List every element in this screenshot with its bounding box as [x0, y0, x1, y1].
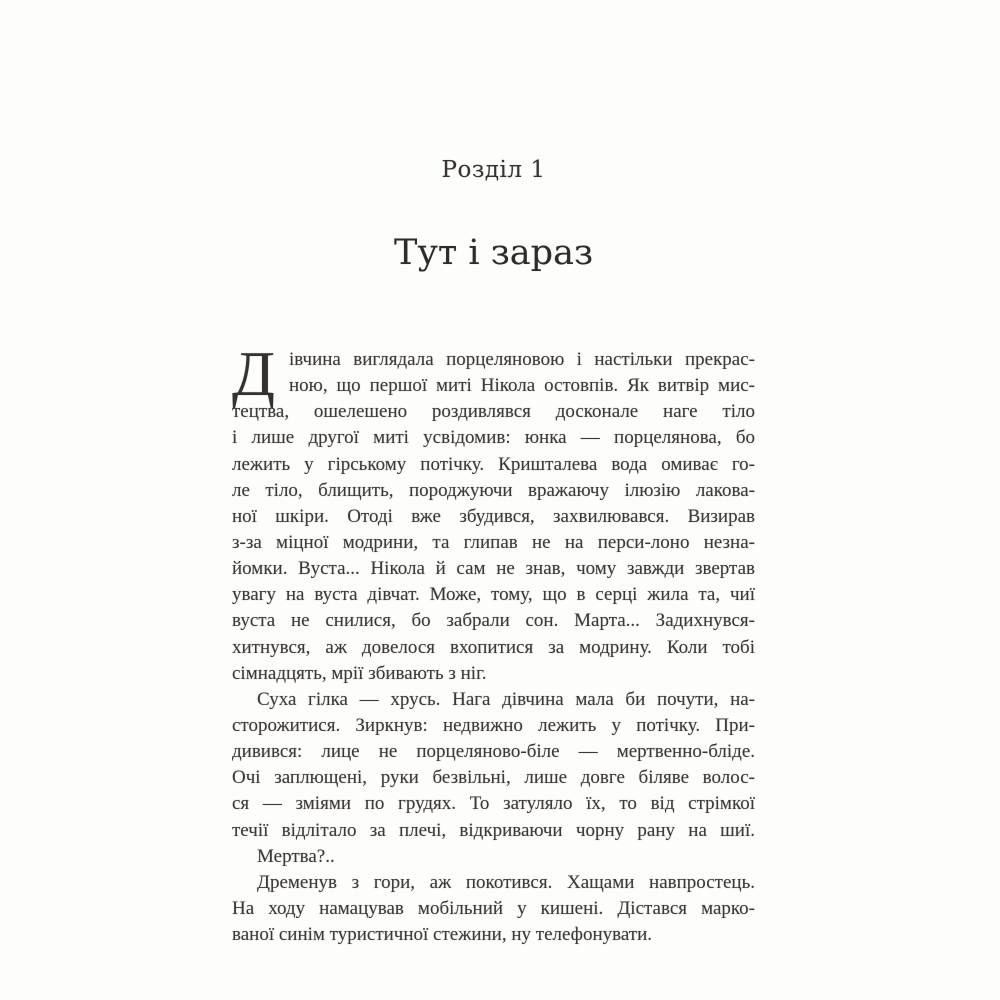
text-line: дивився: лице не порцеляново-біле — мертвенно-бліде. [232, 741, 755, 763]
text-line: сімнадцять, мрії збивають з ніг. [232, 662, 487, 684]
text-line: і лише другої миті усвідомив: юнка — порцелянова, бо [232, 427, 755, 449]
text-line: івчина виглядала порцеляновою і настільки прекрас- [289, 349, 755, 370]
drop-cap: Д [232, 339, 275, 409]
text-line: сторожитися. Зиркнув: недвижно лежить у потічку. При- [232, 714, 755, 736]
text-line: Очі заплющені, руки безвільні, лише довге біляве волос- [232, 767, 755, 789]
text-line: ваної синім туристичної стежини, ну телефонувати. [232, 924, 653, 946]
text-line: з-за міцної модрини, та глипав не на перси-лоно незна- [232, 531, 755, 553]
text-line: увагу на вуста дівчат. Може, тому, що в серці жила та, чиї [232, 584, 755, 606]
text-line: йомки. Вуста... Нікола й сам не знав, чому завжди звертав [232, 558, 755, 580]
text-line: вуста не снилися, бо забрали сон. Марта... Задихнувся- [232, 610, 755, 632]
text-line: ся — зміями по грудях. То затуляло їх, то від стрімкої [232, 793, 755, 815]
text-line: лежить у гірському потічку. Кришталева вода омиває го- [232, 453, 755, 475]
text-line: ної шкіри. Отоді вже збудився, захвилювався. Визирав [232, 505, 755, 527]
chapter-label: Розділ 1 [441, 157, 546, 183]
text-line: течії відлітало за плечі, відкриваючи чорну рану на шиї. [232, 819, 755, 841]
text-line: На ходу намацував мобільний у кишені. Дістався марко- [232, 897, 755, 919]
text-line: Суха гілка — хрусь. Нага дівчина мала би почути, на- [257, 688, 755, 710]
body-text [232, 339, 755, 948]
text-line: тецтва, ошелешено роздивлявся досконале наге тіло [232, 401, 755, 423]
text-line: ною, що першої миті Нікола остовпів. Як витвір мис- [289, 375, 755, 397]
text-line: ле тіло, блищить, породжуючи вражаючу ілюзію лакова- [232, 479, 755, 501]
text-line: Дременув з гори, аж покотився. Хащами навпростець. [257, 871, 755, 893]
text-line: хитнувся, аж довелося вхопитися за модрину. Коли тобі [232, 636, 755, 658]
text-line: Мертва?.. [257, 845, 335, 867]
chapter-title: Тут і зараз [393, 233, 594, 273]
